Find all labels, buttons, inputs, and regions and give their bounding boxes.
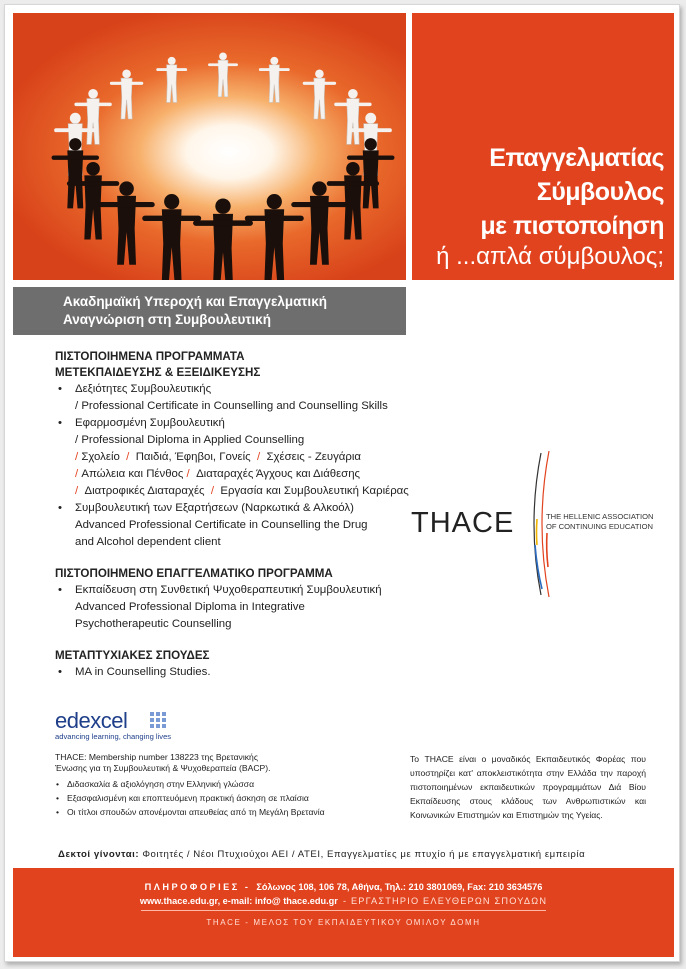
subtitle-band <box>13 287 406 335</box>
thace-tagline: THE HELLENIC ASSOCIATION OF CONTINUING EDUCATION <box>546 512 654 531</box>
footer-member-line: THACE - ΜΕΛΟΣ ΤΟΥ ΕΚΠΑΙΔΕΥΤΙΚΟΥ ΟΜΙΛΟΥ ΔΟΜΗ <box>206 918 481 927</box>
band-line-1: Ακαδημαϊκή Υπεροχή και Επαγγελματική <box>63 294 327 309</box>
topic-tags-row-2: / Απώλεια και Πένθος / Διαταραχές Άγχους και Διάθεσης <box>75 468 361 480</box>
footer-info-line: ΠΛΗΡΟΦΟΡΙΕΣ - Σόλωνος 108, 106 78, Αθήνα, Τηλ.: 210 3801069, Fax: 210 3634576 <box>144 882 543 892</box>
hero-image <box>13 13 406 280</box>
section3-title: ΜΕΤΑΠΤΥΧΙΑΚΕΣ ΣΠΟΥΔΕΣ <box>55 649 210 662</box>
edexcel-logo <box>55 708 171 741</box>
eligibility-text: Φοιτητές / Νέοι Πτυχιούχοι ΑΕΙ / ΑΤΕΙ, Επαγγελματίες με πτυχίο ή με επαγγελματική εμπειρία <box>142 849 586 860</box>
list-item-english: Advanced Professional Certificate in Counselling the Drug <box>75 519 368 531</box>
list-item: • Διδασκαλία & αξιολόγηση στην Ελληνική γλώσσα <box>56 779 255 789</box>
paper-figure <box>294 181 345 264</box>
website-email-link: www.thace.edu.gr, e-mail: info@ thace.edu.gr <box>139 896 338 906</box>
list-item: • Δεξιότητες Συμβουλευτικής <box>58 383 212 395</box>
paper-figure <box>260 57 288 103</box>
contact-footer <box>13 868 674 957</box>
edexcel-wordmark: edexcel <box>55 708 128 733</box>
list-item: • Εκπαίδευση στη Συνθετική Ψυχοθεραπευτική Συμβουλευτική <box>58 584 382 596</box>
footer-web-line[interactable]: www.thace.edu.gr, e-mail: info@ thace.edu.gr - ΕΡΓΑΣΤΗΡΙΟ ΕΛΕΥΘΕΡΩΝ ΣΠΟΥΔΩΝ <box>139 896 548 906</box>
list-item-english: Advanced Professional Diploma in Integrative <box>75 601 305 613</box>
hero-title-box <box>412 13 674 280</box>
list-item: • Οι τίτλοι σπουδών απονέμονται απευθείας από τη Μεγάλη Βρετανία <box>56 807 325 817</box>
list-item: • Εφαρμοσμένη Συμβουλευτική <box>58 417 225 429</box>
section2-title: ΠΙΣΤΟΠΟΙΗΜΕΝΟ ΕΠΑΓΓΕΛΜΑΤΙΚΟ ΠΡΟΓΡΑΜΜΑ <box>55 567 333 580</box>
list-item: • Εξασφαλισμένη και εποπτευόμενη πρακτική άσκηση σε πλαίσια <box>56 793 309 803</box>
eligibility-label: Δεκτοί γίνονται: <box>58 849 140 860</box>
section1-title-2: ΜΕΤΕΚΠΑΙΔΕΥΣΗΣ & ΕΞΕΙΔΙΚΕΥΣΗΣ <box>55 366 261 379</box>
list-item-english: and Alcohol dependent client <box>75 536 221 548</box>
list-item-english: / Professional Diploma in Applied Counselling <box>75 434 305 446</box>
thace-description: Το THACE είναι ο μοναδικός Εκπαιδευτικός Φορέας που υποστηρίζει κατ' αποκλειστικότητα στην Ελλάδα την παροχή πιστοποιημένων εκπαιδευτικών προγραμμάτων Διά Βίου Εκπαίδευσης στους κλάδους των Ανθρωπιστικών και Κοινωνικών Επιστημών και Επιστημών της Υγείας. <box>410 754 646 820</box>
features-list <box>55 777 375 819</box>
topic-tags-row-1: / Σχολείο / Παιδιά, Έφηβοι, Γονείς / Σχέσεις - Ζευγάρια <box>75 451 361 463</box>
paper-figure <box>196 198 250 280</box>
section2-list <box>55 582 415 633</box>
list-item: • MA in Counselling Studies. <box>58 666 211 678</box>
list-item: • Συμβουλευτική των Εξαρτήσεων (Ναρκωτικά & Αλκοόλ) <box>58 502 354 514</box>
list-item-english: / Professional Certificate in Counselling and Counselling Skills <box>75 400 388 412</box>
membership-note: THACE: Membership number 138223 της Βρετανικής Ένωσης για τη Συμβουλευτική & Ψυχοθεραπεία (BACP). <box>55 752 271 773</box>
topic-tags-row-3: / Διατροφικές Διαταραχές / Εργασία και Συμβουλευτική Καριέρας <box>75 485 409 497</box>
people-circle-illustration <box>13 13 406 280</box>
paper-figure <box>101 181 152 264</box>
hero-line-1: Επαγγελματίας <box>489 144 664 172</box>
edexcel-tagline: advancing learning, changing lives <box>55 732 172 741</box>
footer-divider <box>141 910 546 911</box>
section3-list <box>55 664 415 681</box>
list-item-english: Psychotherapeutic Counselling <box>75 618 232 630</box>
paper-figure <box>158 57 186 103</box>
section1-title-1: ΠΙΣΤΟΠΟΙΗΜΕΝΑ ΠΡΟΓΡΑΜΜΑΤΑ <box>55 350 245 363</box>
hero-line-2: Σύμβουλος <box>536 178 664 206</box>
edexcel-grid-icon <box>150 712 168 730</box>
eligibility-line <box>58 849 585 860</box>
thace-logo <box>409 449 659 599</box>
paper-figure <box>304 70 334 119</box>
brochure-page <box>4 4 680 962</box>
paper-figure <box>111 70 141 119</box>
programs-content <box>55 349 415 681</box>
section1-list <box>55 381 415 551</box>
hero-line-3: με πιστοποίηση <box>480 212 664 240</box>
thace-wordmark: THACE <box>411 507 515 539</box>
band-line-2: Αναγνώριση στη Συμβουλευτική <box>63 312 271 327</box>
hero-line-4: ή ...απλά σύμβουλος; <box>436 243 664 270</box>
paper-figure <box>209 52 236 96</box>
